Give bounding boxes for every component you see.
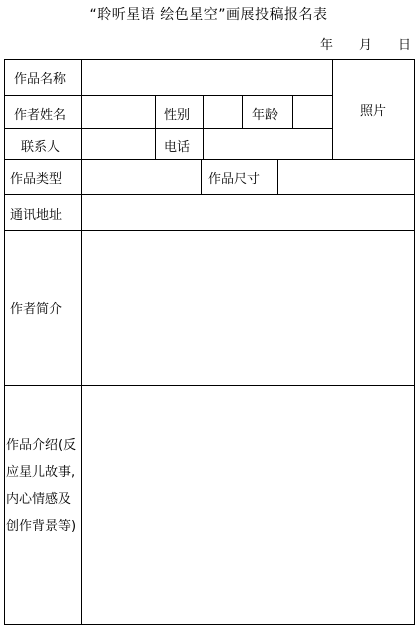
author-intro-field[interactable]: [82, 231, 414, 385]
work-size-label: 作品尺寸: [208, 172, 261, 187]
date-line: [320, 34, 411, 53]
gender-label: 性别: [164, 108, 191, 123]
photo-field[interactable]: [333, 60, 414, 159]
contact-label: 联系人: [21, 140, 61, 155]
age-label: 年龄: [252, 108, 279, 123]
address-field[interactable]: [82, 195, 414, 230]
contact-field[interactable]: [82, 129, 155, 159]
work-name-field[interactable]: [82, 60, 332, 95]
work-name-label: 作品名称: [14, 72, 67, 87]
work-type-label: 作品类型: [10, 172, 63, 187]
phone-field[interactable]: [204, 129, 332, 159]
gender-field[interactable]: [204, 96, 242, 128]
month-label: 月: [359, 38, 373, 53]
phone-label: 电话: [164, 140, 191, 155]
day-label: 日: [398, 38, 412, 53]
form-title: “聆听星语 绘色星空”画展投稿报名表: [89, 7, 328, 23]
work-type-field[interactable]: [82, 160, 201, 194]
author-name-label: 作者姓名: [14, 108, 67, 123]
author-name-field[interactable]: [82, 96, 155, 128]
year-label: 年: [320, 38, 334, 53]
work-intro-field[interactable]: [82, 386, 414, 624]
work-intro-label: 作品介绍(反应星儿故事,内心情感及创作背景等): [6, 438, 77, 534]
photo-label: 照片: [360, 104, 387, 119]
author-intro-label: 作者简介: [10, 302, 63, 317]
age-field[interactable]: [293, 96, 332, 128]
work-size-field[interactable]: [278, 160, 414, 194]
address-label: 通讯地址: [10, 208, 63, 223]
